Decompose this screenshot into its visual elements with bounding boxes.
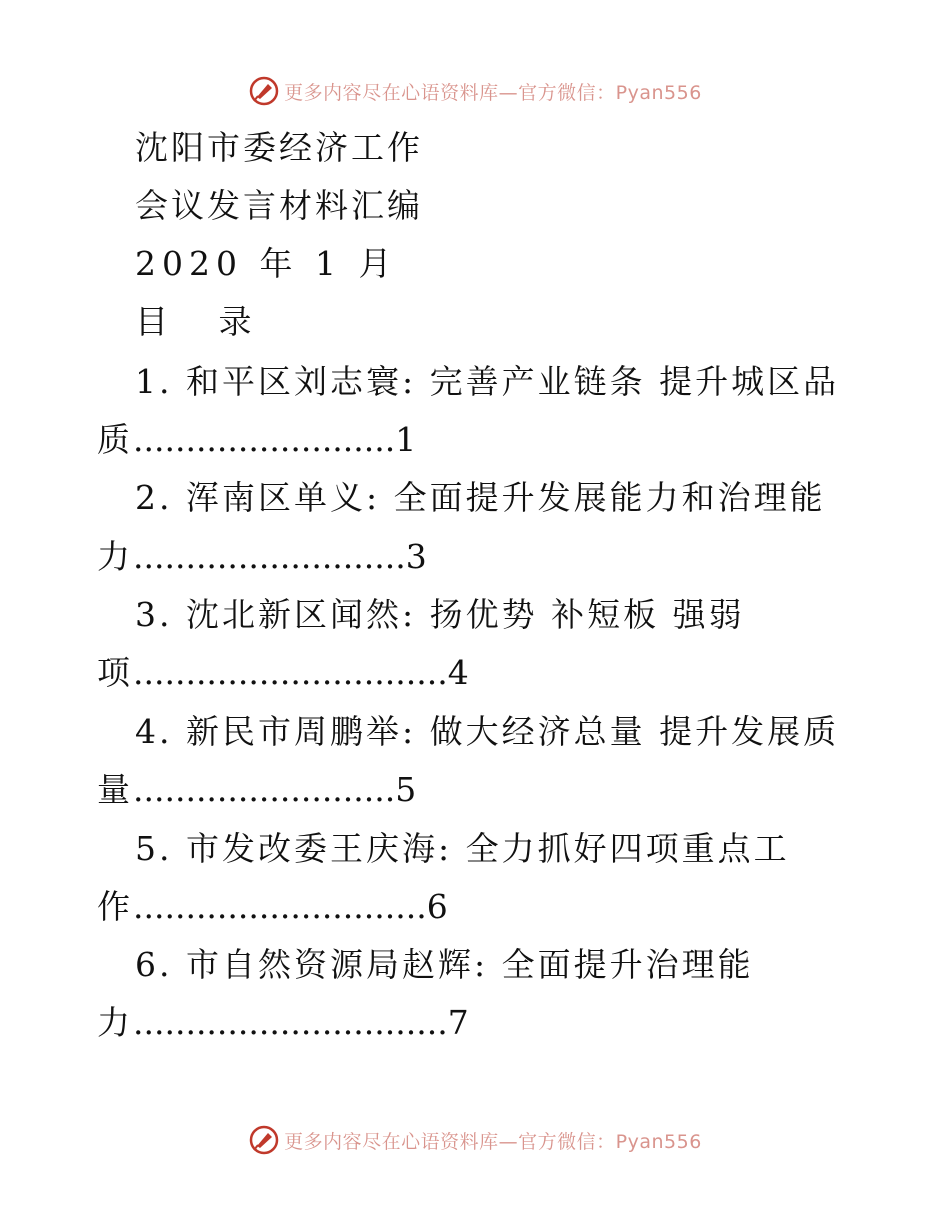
toc-entry-continuation: 作............................6: [97, 887, 448, 926]
toc-entry-continuation: 力..........................3: [97, 537, 427, 576]
toc-page-number: 1: [395, 420, 417, 459]
toc-entry-title: 1. 和平区刘志寰: 完善产业链条 提升城区品: [135, 362, 840, 401]
toc-page-number: 4: [447, 653, 469, 692]
toc-entry-title: 2. 浑南区单义: 全面提升发展能力和治理能: [135, 478, 826, 517]
toc-page-number: 7: [447, 1003, 469, 1042]
toc-heading: 目 录: [135, 302, 272, 341]
toc-entry-continuation: 力..............................7: [97, 1003, 469, 1042]
toc-entry-title: 4. 新民市周鹏举: 做大经济总量 提升发展质: [135, 712, 840, 751]
pen-nib-logo-icon: [248, 1124, 280, 1156]
toc-entry-continuation: 质.........................1: [97, 420, 417, 459]
toc-page-number: 6: [426, 887, 448, 926]
toc-entry-title: 5. 市发改委王庆海: 全力抓好四项重点工: [135, 829, 790, 868]
watermark-text: 更多内容尽在心语资料库—官方微信：Pyan556: [284, 1130, 702, 1153]
toc-entry-continuation: 项..............................4: [97, 653, 469, 692]
toc-page-number: 3: [405, 537, 427, 576]
pen-nib-logo-icon: [248, 75, 280, 107]
header-watermark: [0, 71, 950, 111]
footer-watermark: [0, 1120, 950, 1160]
watermark-text: 更多内容尽在心语资料库—官方微信：Pyan556: [284, 81, 702, 104]
toc-entry-title: 6. 市自然资源局赵辉: 全面提升治理能: [135, 945, 754, 984]
toc-entry-continuation: 量.........................5: [97, 770, 417, 809]
doc-title-line1: 沈阳市委经济工作: [135, 128, 423, 167]
doc-title-line2: 会议发言材料汇编: [135, 186, 423, 225]
doc-date: 2020 年 1 月: [135, 244, 398, 283]
toc-page-number: 5: [395, 770, 417, 809]
toc-entry-title: 3. 沈北新区闻然: 扬优势 补短板 强弱: [135, 595, 745, 634]
